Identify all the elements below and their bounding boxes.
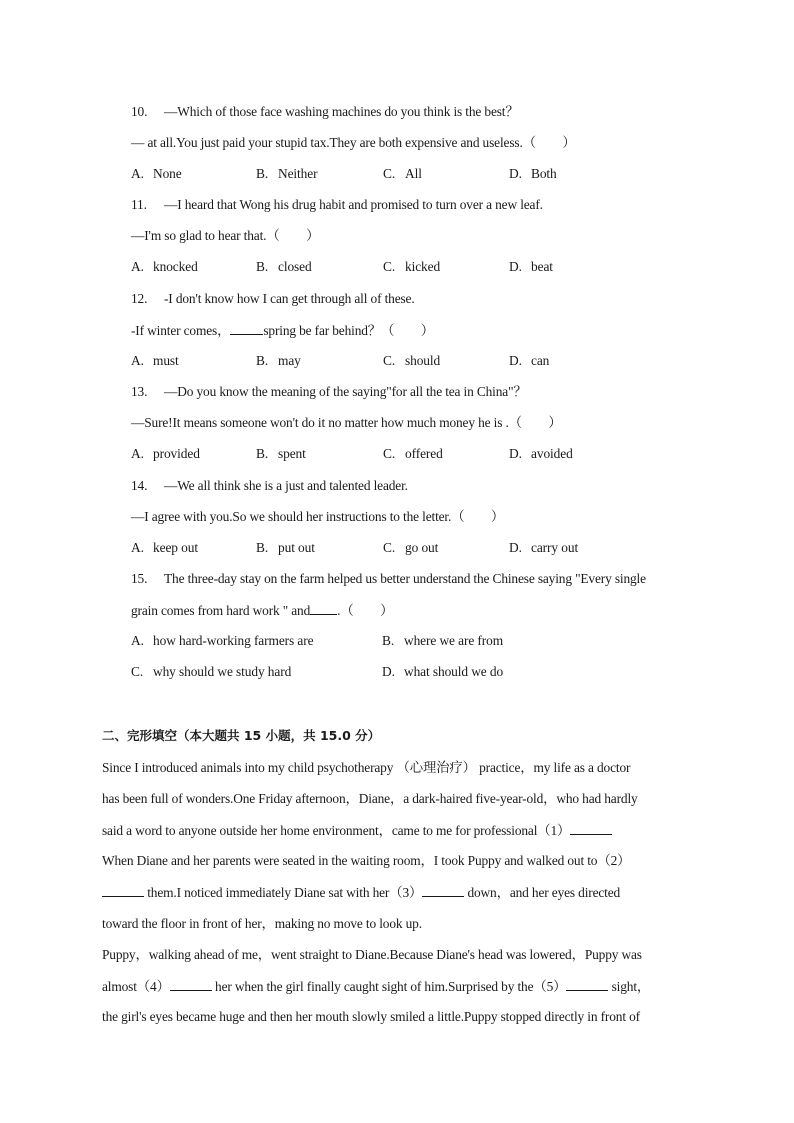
question-number: 14. (131, 478, 148, 493)
question-response (131, 322, 434, 339)
question-stem (131, 197, 543, 213)
passage-text: Puppy，walking ahead of me，went straight to Diane.Because Diane's head was lowered，Puppy was (102, 946, 642, 962)
option-letter: C. (383, 446, 396, 461)
passage-text: the girl's eyes became huge and then her mouth slowly smiled a little.Puppy stopped directly in front of (102, 1008, 640, 1024)
answer-option[interactable] (131, 446, 200, 462)
option-text: knocked (153, 259, 198, 274)
question-text: -I don't know how I can get through all of these. (164, 291, 415, 306)
option-text: go out (405, 540, 439, 555)
passage-text: has been full of wonders.One Friday afternoon，Diane，a dark-haired five-year-old，who had hardly (102, 791, 638, 807)
option-text: may (278, 353, 301, 368)
question-stem (131, 384, 527, 400)
question-text: —Which of those face washing machines do you think is the best？ (164, 104, 519, 119)
answer-option[interactable] (131, 166, 182, 182)
option-letter: D. (509, 540, 522, 555)
passage-text: them.I noticed immediately Diane sat with her（3） (144, 885, 423, 901)
answer-option[interactable] (131, 353, 179, 369)
option-letter: B. (256, 259, 269, 274)
answer-option[interactable] (131, 664, 291, 680)
question-stem (131, 291, 415, 307)
response-text: .（ ） (337, 603, 394, 618)
question-stem (131, 104, 519, 120)
passage-line (102, 760, 630, 776)
answer-option[interactable] (383, 166, 422, 182)
passage-text: almost（4） (102, 978, 170, 994)
question-text: —We all think she is a just and talented leader. (164, 478, 408, 493)
passage-line (102, 791, 638, 807)
answer-option[interactable] (131, 259, 198, 275)
answer-option[interactable] (256, 259, 312, 275)
option-text: what should we do (404, 664, 504, 679)
passage-line (102, 1009, 640, 1025)
answer-blank[interactable] (566, 978, 608, 991)
passage-line (102, 947, 642, 963)
option-letter: A. (131, 166, 144, 181)
question-text: —I heard that Wong his drug habit and promised to turn over a new leaf. (164, 197, 543, 212)
option-text: closed (278, 259, 312, 274)
option-text: carry out (531, 540, 579, 555)
answer-option[interactable] (509, 540, 578, 556)
option-text: None (153, 166, 182, 181)
answer-option[interactable] (382, 664, 503, 680)
option-text: Neither (278, 166, 318, 181)
option-text: beat (531, 259, 553, 274)
question-text: —Do you know the meaning of the saying"for all the tea in China"？ (164, 384, 527, 399)
answer-blank[interactable] (170, 978, 212, 991)
option-letter: B. (382, 633, 395, 648)
passage-text: Since I introduced animals into my child psychotherapy （心理治疗） practice，my life as a doctor (102, 760, 631, 775)
option-text: avoided (531, 446, 573, 461)
question-stem (131, 478, 408, 494)
passage-text: toward the floor in front of her，making no move to look up. (102, 915, 422, 931)
option-text: All (405, 166, 422, 181)
option-letter: C. (383, 166, 396, 181)
passage-text: down，and her eyes directed (464, 885, 621, 901)
answer-option[interactable] (131, 633, 313, 649)
passage-text: said a word to anyone outside her home environment，came to me for professional（1） (102, 823, 571, 839)
question-number: 11. (131, 197, 147, 212)
option-letter: D. (509, 446, 522, 461)
question-response (131, 509, 504, 525)
option-text: how hard-working farmers are (153, 633, 314, 648)
option-letter: B. (256, 353, 269, 368)
option-text: spent (278, 446, 306, 461)
question-response (131, 135, 576, 151)
option-text: provided (153, 446, 200, 461)
option-letter: B. (256, 540, 269, 555)
option-letter: D. (509, 259, 522, 274)
option-text: why should we study hard (153, 664, 292, 679)
question-number: 15. (131, 571, 148, 586)
option-text: Both (531, 166, 557, 181)
answer-option[interactable] (509, 353, 549, 369)
answer-option[interactable] (509, 446, 573, 462)
answer-option[interactable] (131, 540, 198, 556)
option-letter: D. (509, 166, 522, 181)
option-letter: B. (256, 446, 269, 461)
question-number: 13. (131, 384, 148, 399)
passage-line (102, 853, 630, 869)
option-letter: A. (131, 633, 144, 648)
option-letter: C. (383, 353, 396, 368)
question-response (131, 228, 319, 244)
answer-blank[interactable] (422, 884, 464, 897)
option-text: where we are from (404, 633, 504, 648)
answer-blank[interactable] (230, 322, 263, 335)
option-text: keep out (153, 540, 198, 555)
answer-option[interactable] (509, 166, 557, 182)
answer-blank[interactable] (310, 602, 337, 615)
option-letter: C. (383, 259, 396, 274)
answer-option[interactable] (256, 446, 306, 462)
option-text: kicked (405, 259, 441, 274)
response-text: grain comes from hard work " and (131, 603, 311, 618)
answer-option[interactable] (382, 633, 503, 649)
question-number: 10. (131, 104, 148, 119)
passage-line (102, 916, 422, 932)
passage-text: When Diane and her parents were seated in the waiting room，I took Puppy and walked out to（2） (102, 853, 631, 869)
option-letter: A. (131, 353, 144, 368)
option-letter: A. (131, 446, 144, 461)
section-title: 二、完形填空（本大题共 15 小题，共 15.0 分） (102, 728, 381, 743)
option-letter: D. (509, 353, 522, 368)
passage-line (102, 884, 620, 901)
question-text: The three-day stay on the farm helped us better understand the Chinese saying "Every single (164, 571, 646, 586)
answer-blank[interactable] (570, 822, 612, 835)
answer-option[interactable] (383, 259, 440, 275)
question-response (131, 415, 562, 431)
answer-option[interactable] (256, 166, 317, 182)
option-letter: C. (383, 540, 396, 555)
option-letter: A. (131, 259, 144, 274)
answer-option[interactable] (383, 446, 443, 462)
question-stem (131, 571, 646, 587)
response-text: spring be far behind？（ ） (263, 323, 435, 338)
answer-option[interactable] (256, 540, 315, 556)
question-response (131, 602, 393, 619)
option-letter: B. (256, 166, 269, 181)
response-text: —I agree with you.So we should her instructions to the letter.（ ） (131, 509, 505, 524)
answer-option[interactable] (383, 353, 440, 369)
response-text: — at all.You just paid your stupid tax.They are both expensive and useless.（ ） (131, 135, 576, 150)
option-text: must (153, 353, 179, 368)
answer-option[interactable] (383, 540, 438, 556)
response-text: -If winter comes， (131, 323, 231, 338)
answer-blank[interactable] (102, 884, 144, 897)
response-text: —I'm so glad to hear that.（ ） (131, 228, 320, 243)
option-text: put out (278, 540, 315, 555)
answer-option[interactable] (509, 259, 553, 275)
answer-option[interactable] (256, 353, 301, 369)
option-text: offered (405, 446, 443, 461)
option-text: should (405, 353, 441, 368)
passage-text: sight， (608, 978, 651, 994)
passage-text: her when the girl finally caught sight of him.Surprised by the（5） (211, 978, 567, 994)
passage-line (102, 822, 612, 839)
response-text: —Sure!It means someone won't do it no matter how much money he is .（ ） (131, 415, 562, 430)
option-letter: D. (382, 664, 395, 679)
option-text: can (531, 353, 550, 368)
question-number: 12. (131, 291, 148, 306)
passage-line (102, 978, 650, 995)
option-letter: C. (131, 664, 144, 679)
option-letter: A. (131, 540, 144, 555)
